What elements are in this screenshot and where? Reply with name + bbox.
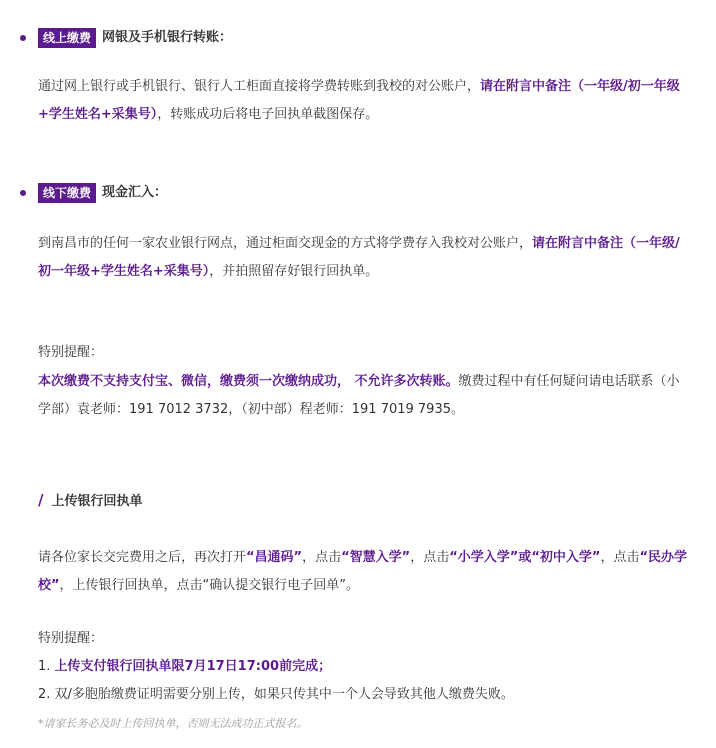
- reminder2-item2: 2. 双/多胞胎缴费证明需要分别上传，如果只传其中一个人会导致其他人缴费失败。: [38, 687, 514, 702]
- upload-paragraph: [38, 544, 688, 600]
- reminder-rest: 缴费过程中有任何疑问请电话联系（小学部）袁老师：191 7012 3732，（初中部）程老师：191 7019 7935。: [38, 374, 680, 417]
- offline-note-highlight: 请在附言中备注（一年级/初一年级+学生姓名+采集号）: [38, 236, 680, 279]
- upload-text-or: 或: [518, 550, 532, 565]
- online-tag: 线上缴费: [38, 28, 96, 48]
- offline-title: 现金汇入：: [102, 185, 168, 200]
- online-title: 网银及手机银行转账：: [102, 30, 233, 45]
- quote-private-school: “民办学校”: [38, 550, 687, 593]
- footnote: *请家长务必及时上传回执单，否则无法成功正式报名。: [38, 717, 308, 730]
- reminder2-label: 特别提醒：: [38, 631, 104, 646]
- upload-heading: [38, 490, 143, 509]
- online-note-highlight: 请在附言中备注（一年级/初一年级+学生姓名+采集号）: [38, 79, 680, 122]
- quote-primary: “小学入学”: [449, 550, 519, 565]
- upload-text-2: ，点击: [302, 550, 342, 565]
- slash-mark: /: [38, 490, 44, 509]
- bullet-dot: [20, 35, 26, 41]
- upload-text-3: ，点击: [410, 550, 450, 565]
- reminder-bold: 本次缴费不支持支付宝、微信，缴费须一次缴纳成功， 不允许多次转账。: [38, 374, 459, 389]
- online-paragraph: [38, 73, 688, 129]
- offline-payment-heading: [20, 182, 167, 204]
- upload-title: 上传银行回执单: [51, 494, 143, 509]
- offline-tag: 线下缴费: [38, 183, 96, 203]
- reminder2-item1: [38, 656, 331, 678]
- online-text-a: 通过网上银行或手机银行、银行人工柜面直接将学费转账到我校的对公账户，: [38, 79, 481, 94]
- upload-text-5: ，点击: [600, 550, 640, 565]
- bullet-dot: [20, 190, 26, 196]
- quote-changtongma: “昌通码”: [246, 550, 303, 565]
- offline-paragraph: [38, 230, 688, 286]
- quote-smart-enroll: “智慧入学”: [341, 550, 411, 565]
- quote-junior: “初中入学”: [531, 550, 601, 565]
- offline-text-a: 到南昌市的任何一家农业银行网点，通过柜面交现金的方式将学费存入我校对公账户，: [38, 236, 533, 251]
- reminder-paragraph: [38, 368, 688, 424]
- reminder-label: 特别提醒：: [38, 345, 104, 360]
- upload-text-1: 请各位家长交完费用之后，再次打开: [38, 550, 247, 565]
- item1-text: 上传支付银行回执单限7月17日17:00前完成；: [54, 659, 332, 674]
- online-payment-heading: [20, 27, 232, 49]
- online-text-c: ，转账成功后将电子回执单截图保存。: [157, 107, 379, 122]
- item1-number: 1.: [38, 659, 55, 674]
- offline-text-c: ，并拍照留存好银行回执单。: [209, 264, 379, 279]
- upload-text-6: ，上传银行回执单，点击“确认提交银行电子回单”。: [59, 578, 360, 593]
